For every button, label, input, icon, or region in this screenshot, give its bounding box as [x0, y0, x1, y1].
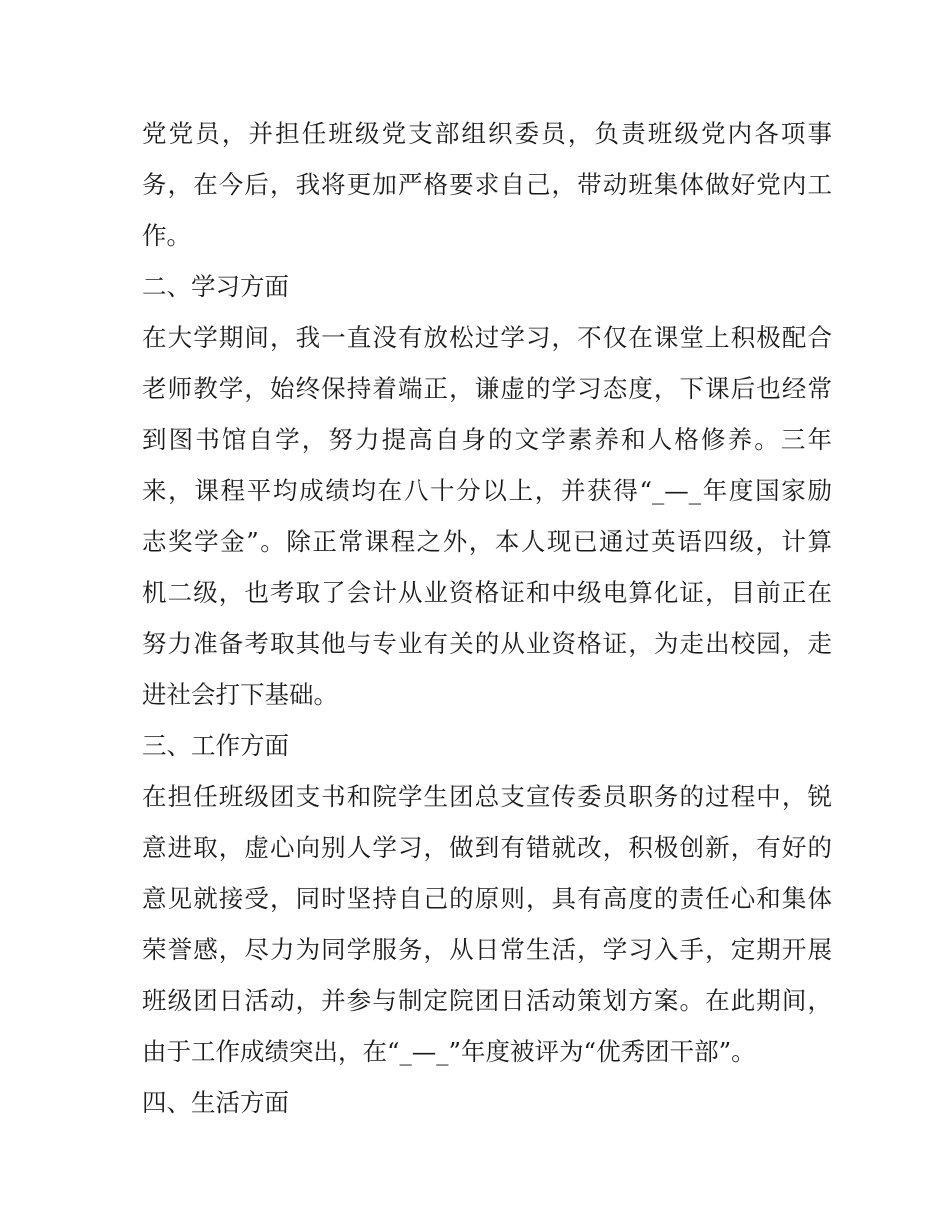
paragraph-line: 机二级，也考取了会计从业资格证和中级电算化证，目前正在 — [142, 578, 832, 607]
paragraph-line: 作。 — [142, 221, 191, 250]
document-body — [142, 108, 832, 1128]
paragraph-line: 在担任班级团支书和院学生团总支宣传委员职务的过程中，锐 — [142, 782, 832, 811]
paragraph-line: 意进取，虚心向别人学习，做到有错就改，积极创新，有好的 — [142, 833, 832, 862]
paragraph-line: 来，课程平均成绩均在八十分以上，并获得“_—_年度国家励 — [142, 476, 832, 505]
paragraph-line: 志奖学金”。除正常课程之外，本人现已通过英语四级，计算 — [142, 527, 832, 556]
paragraph-line: 务，在今后，我将更加严格要求自己，带动班集体做好党内工 — [142, 170, 832, 199]
paragraph-line: 老师教学，始终保持着端正，谦虚的学习态度，下课后也经常 — [142, 374, 832, 403]
section-heading-work: 三、工作方面 — [142, 731, 289, 760]
paragraph-line: 意见就接受，同时坚持自己的原则，具有高度的责任心和集体 — [142, 884, 832, 913]
section-heading-life: 四、生活方面 — [142, 1088, 289, 1117]
paragraph-line: 班级团日活动，并参与制定院团日活动策划方案。在此期间， — [142, 986, 832, 1015]
section-heading-study: 二、学习方面 — [142, 272, 289, 301]
paragraph-line: 到图书馆自学，努力提高自身的文学素养和人格修养。三年 — [142, 425, 832, 454]
paragraph-line: 在大学期间，我一直没有放松过学习，不仅在课堂上积极配合 — [142, 323, 832, 352]
paragraph-line: 进社会打下基础。 — [142, 680, 338, 709]
paragraph-line: 党党员，并担任班级党支部组织委员，负责班级党内各项事 — [142, 119, 832, 148]
paragraph-line: 由于工作成绩突出，在“_—_”年度被评为“优秀团干部”。 — [142, 1037, 756, 1066]
paragraph-line: 荣誉感，尽力为同学服务，从日常生活，学习入手，定期开展 — [142, 935, 832, 964]
paragraph-line: 努力准备考取其他与专业有关的从业资格证，为走出校园，走 — [142, 629, 832, 658]
